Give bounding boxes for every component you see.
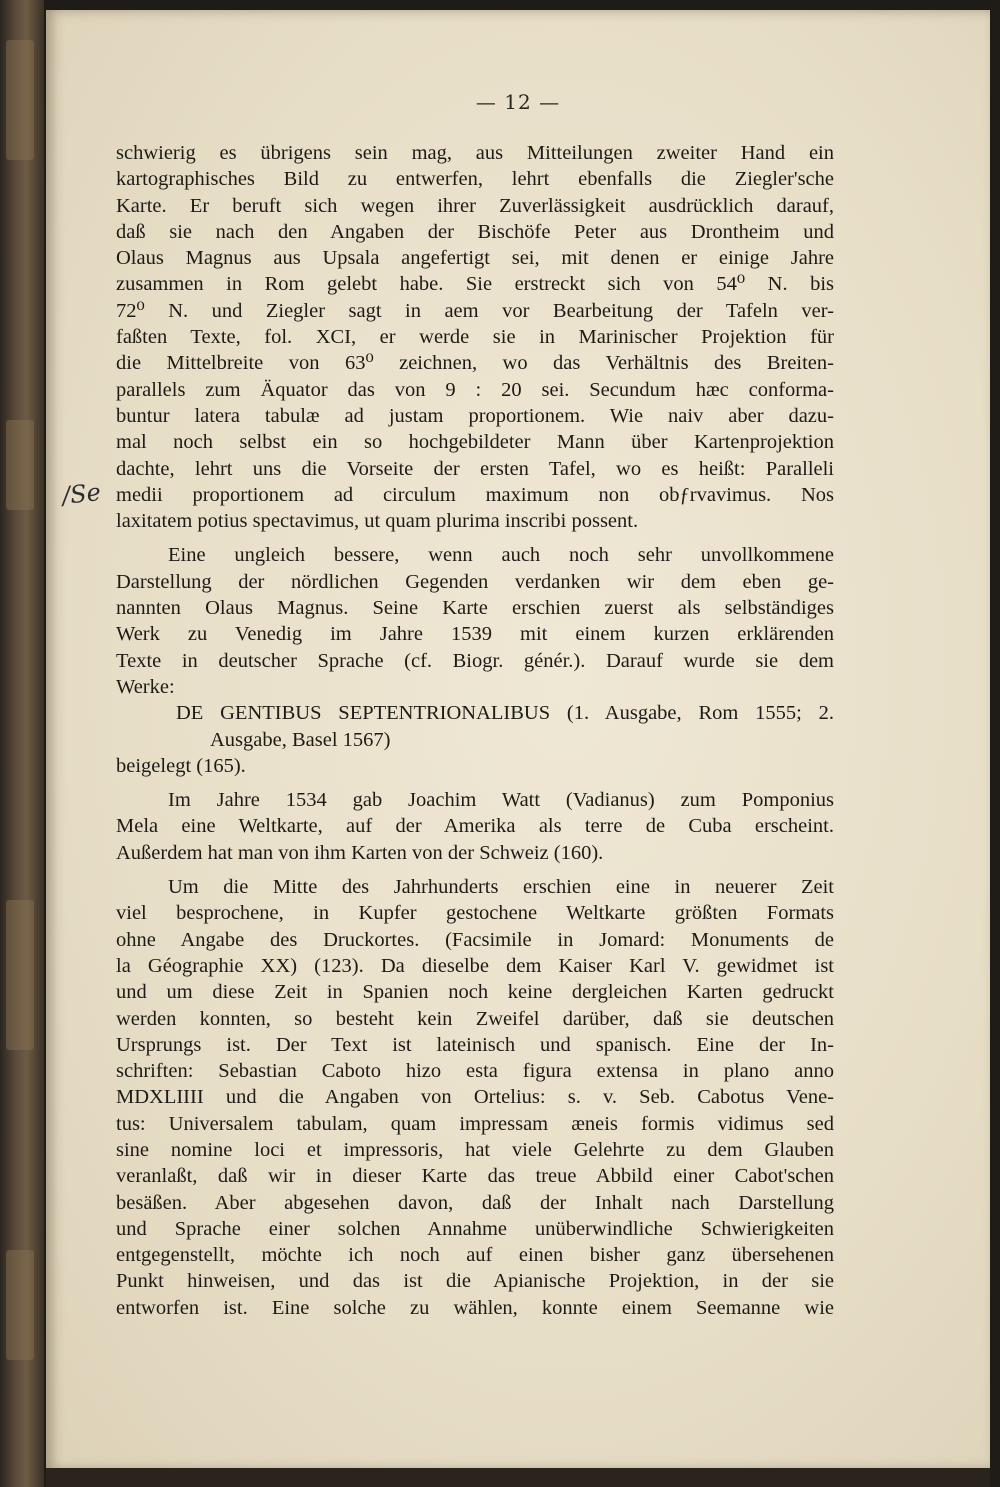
- text-line: Karte. Er beruft sich wegen ihrer Zuverlässigkeit ausdrücklich darauf,: [116, 194, 834, 217]
- text-line: Ausgabe, Basel 1567): [210, 728, 391, 751]
- text-line: ohne Angabe des Druckortes. (Facsimile in Jomard: Monuments de: [116, 928, 834, 951]
- spine-wear: [6, 420, 34, 510]
- text-line: schwierig es übrigens sein mag, aus Mitteilungen zweiter Hand ein: [116, 142, 834, 164]
- text-line: schriften: Sebastian Caboto hizo esta figura extensa in plano anno: [116, 1060, 834, 1083]
- text-line: Eine ungleich bessere, wenn auch noch sehr unvollkommene: [168, 544, 834, 567]
- paragraph-gap: [116, 866, 834, 874]
- text-line: parallels zum Äquator das von 9 : 20 sei. Secundum hæc conforma-: [116, 378, 834, 401]
- text-line: Werke:: [116, 675, 175, 698]
- text-line: medii proportionem ad circulum maximum non obƒrvavimus. Nos: [116, 483, 834, 506]
- page-number: — 12 —: [475, 90, 561, 114]
- text-line: nannten Olaus Magnus. Seine Karte erschien zuerst als selbständiges: [116, 597, 834, 620]
- text-line: besäßen. Aber abgesehen davon, daß der Inhalt nach Darstellung: [116, 1191, 834, 1214]
- text-line: Ursprungs ist. Der Text ist lateinisch und spanisch. Eine der In-: [116, 1033, 834, 1056]
- text-line: Punkt hinweisen, und das ist die Apianische Projektion, in der sie: [116, 1270, 834, 1293]
- text-line: viel besprochene, in Kupfer gestochene Weltkarte größten Formats: [116, 902, 834, 925]
- text-line: zusammen in Rom gelebt habe. Sie erstreckt sich von 54⁰ N. bis: [116, 273, 834, 296]
- spine-wear: [6, 900, 34, 1050]
- text-line: und um diese Zeit in Spanien noch keine dergleichen Karten gedruckt: [116, 981, 834, 1004]
- paragraph-gap: [116, 779, 834, 787]
- text-line: Im Jahre 1534 gab Joachim Watt (Vadianus) zum Pomponius: [168, 789, 834, 812]
- text-line: daß sie nach den Angaben der Bischöfe Peter aus Drontheim und: [116, 220, 834, 243]
- text-line: buntur latera tabulæ ad justam proportionem. Wie naiv aber dazu-: [116, 404, 834, 427]
- book-spine: [0, 0, 44, 1487]
- text-line: dachte, lehrt uns die Vorseite der ersten Tafel, wo es heißt: Paralleli: [116, 457, 834, 480]
- spine-wear: [6, 40, 34, 160]
- text-line: Außerdem hat man von ihm Karten von der Schweiz (160).: [116, 841, 604, 864]
- text-line: die Mittelbreite von 63⁰ zeichnen, wo das Verhältnis des Breiten-: [116, 352, 834, 375]
- text-line: Werk zu Venedig im Jahre 1539 mit einem kurzen erklärenden: [116, 623, 834, 646]
- paragraph-gap: [116, 534, 834, 542]
- page-bottom-edge: [46, 1468, 990, 1487]
- text-line: beigelegt (165).: [116, 754, 246, 777]
- text-line: laxitatem potius spectavimus, ut quam plurima inscribi possent.: [116, 510, 639, 533]
- text-line: entworfen ist. Eine solche zu wählen, konnte einem Seemanne wie: [116, 1296, 834, 1319]
- text-line: entgegenstellt, möchte ich noch auf einen bisher ganz übersehenen: [116, 1244, 834, 1267]
- body-text: [116, 140, 834, 1321]
- text-line: la Géographie XX) (123). Da dieselbe dem Kaiser Karl V. gewidmet ist: [116, 954, 834, 977]
- text-line: tus: Universalem tabulam, quam impressam æneis formis vidimus sed: [116, 1112, 834, 1135]
- text-line: werden konnten, so besteht kein Zweifel darüber, daß sie deutschen: [116, 1007, 834, 1030]
- spine-wear: [6, 1250, 34, 1360]
- text-line: MDXLIIII und die Angaben von Ortelius: s. v. Seb. Cabotus Vene-: [116, 1086, 834, 1109]
- text-line: faßten Texte, fol. XCI, er werde sie in Marinischer Projektion für: [116, 326, 834, 349]
- text-line: Texte in deutscher Sprache (cf. Biogr. génér.). Darauf wurde sie dem: [116, 649, 834, 672]
- text-line: veranlaßt, daß wir in dieser Karte das treue Abbild einer Cabot'schen: [116, 1165, 834, 1188]
- text-line: und Sprache einer solchen Annahme unüberwindliche Schwierigkeiten: [116, 1217, 834, 1240]
- handwritten-margin-note: /Se: [60, 478, 103, 510]
- text-line: sine nomine loci et impressoris, hat viele Gelehrte zu dem Glauben: [116, 1138, 834, 1161]
- text-line: Um die Mitte des Jahrhunderts erschien eine in neuerer Zeit: [168, 876, 834, 899]
- text-line: kartographisches Bild zu entwerfen, lehrt ebenfalls die Ziegler'sche: [116, 168, 834, 191]
- text-line: Mela eine Weltkarte, auf der Amerika als terre de Cuba erscheint.: [116, 815, 834, 838]
- text-line: Olaus Magnus aus Upsala angefertigt sei, mit denen er einige Jahre: [116, 247, 834, 270]
- text-line: 72⁰ N. und Ziegler sagt in aem vor Bearbeitung der Tafeln ver-: [116, 299, 834, 322]
- text-line: DE GENTIBUS SEPTENTRIONALIBUS (1. Ausgabe, Rom 1555; 2.: [176, 702, 834, 725]
- text-line: Darstellung der nördlichen Gegenden verdanken wir dem eben ge-: [116, 570, 834, 593]
- text-line: mal noch selbst ein so hochgebildeter Mann über Kartenprojektion: [116, 431, 834, 454]
